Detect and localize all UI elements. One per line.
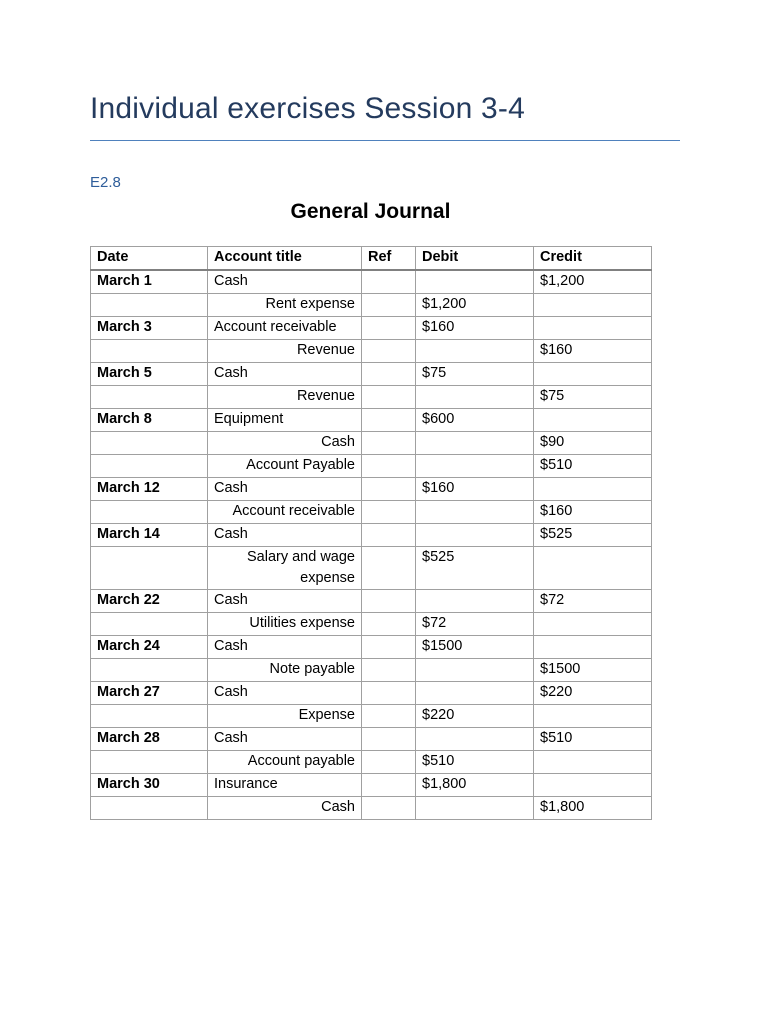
cell-ref [362,409,416,432]
cell-credit: $72 [534,590,652,613]
header-account-title: Account title [208,247,362,271]
cell-debit: $1,200 [416,294,534,317]
cell-account-title: Expense [208,705,362,728]
cell-credit: $1,200 [534,270,652,294]
cell-account-title: Cash [208,478,362,501]
table-row [91,659,652,682]
cell-credit [534,636,652,659]
table-row [91,774,652,797]
cell-credit [534,705,652,728]
cell-credit: $220 [534,682,652,705]
table-row [91,340,652,363]
table-row [91,455,652,478]
table-row [91,636,652,659]
cell-debit [416,386,534,409]
journal-heading: General Journal [290,200,451,223]
cell-debit: $75 [416,363,534,386]
table-header-row [91,247,652,271]
table-row [91,547,652,590]
cell-debit [416,797,534,820]
cell-account-title: Cash [208,524,362,547]
cell-credit [534,478,652,501]
table-row [91,294,652,317]
table-row [91,705,652,728]
table-row [91,432,652,455]
cell-credit: $160 [534,340,652,363]
cell-ref [362,705,416,728]
table-row [91,751,652,774]
cell-debit [416,455,534,478]
cell-credit [534,547,652,590]
header-date: Date [91,247,208,271]
journal-body [91,270,652,820]
cell-account-title: Cash [208,682,362,705]
cell-debit [416,270,534,294]
cell-ref [362,501,416,524]
cell-date [91,294,208,317]
cell-ref [362,270,416,294]
cell-date: March 1 [91,270,208,294]
cell-ref [362,751,416,774]
cell-debit [416,501,534,524]
cell-credit: $75 [534,386,652,409]
title-divider [90,140,680,141]
cell-account-title: Utilities expense [208,613,362,636]
cell-debit: $72 [416,613,534,636]
cell-date: March 12 [91,478,208,501]
cell-credit: $160 [534,501,652,524]
cell-date [91,432,208,455]
cell-account-title: Cash [208,270,362,294]
cell-ref [362,340,416,363]
cell-ref [362,682,416,705]
document-title: Individual exercises Session 3-4 [90,92,525,125]
cell-date [91,340,208,363]
cell-date: March 5 [91,363,208,386]
table-row [91,270,652,294]
cell-ref [362,386,416,409]
cell-ref [362,728,416,751]
table-row [91,682,652,705]
cell-credit [534,409,652,432]
cell-ref [362,363,416,386]
cell-credit: $1,800 [534,797,652,820]
table-row [91,409,652,432]
cell-account-title: Cash [208,797,362,820]
cell-account-title: Equipment [208,409,362,432]
cell-debit: $600 [416,409,534,432]
cell-ref [362,613,416,636]
cell-date: March 27 [91,682,208,705]
header-debit: Debit [416,247,534,271]
cell-ref [362,317,416,340]
cell-date: March 22 [91,590,208,613]
cell-date: March 24 [91,636,208,659]
cell-ref [362,455,416,478]
table-row [91,524,652,547]
cell-debit [416,590,534,613]
cell-account-title: Revenue [208,386,362,409]
cell-credit [534,751,652,774]
header-credit: Credit [534,247,652,271]
cell-ref [362,590,416,613]
cell-debit [416,682,534,705]
cell-account-title: Cash [208,728,362,751]
header-ref: Ref [362,247,416,271]
cell-ref [362,478,416,501]
cell-account-title: Account receivable [208,317,362,340]
cell-date: March 14 [91,524,208,547]
cell-account-title: Cash [208,590,362,613]
cell-debit: $525 [416,547,534,590]
cell-ref [362,659,416,682]
cell-credit [534,294,652,317]
table-row [91,478,652,501]
general-journal-table [90,246,652,820]
cell-credit: $510 [534,455,652,478]
cell-account-title: Note payable [208,659,362,682]
cell-ref [362,636,416,659]
cell-date [91,797,208,820]
exercise-label: E2.8 [90,174,121,191]
cell-date [91,501,208,524]
cell-ref [362,797,416,820]
table-row [91,317,652,340]
cell-debit: $220 [416,705,534,728]
cell-credit [534,363,652,386]
cell-ref [362,432,416,455]
cell-debit [416,524,534,547]
cell-account-title: Revenue [208,340,362,363]
cell-date [91,705,208,728]
cell-debit [416,728,534,751]
cell-date [91,659,208,682]
cell-account-title: Account Payable [208,455,362,478]
cell-credit: $525 [534,524,652,547]
table-row [91,386,652,409]
cell-date [91,386,208,409]
cell-ref [362,774,416,797]
cell-account-title: Account receivable [208,501,362,524]
cell-date [91,751,208,774]
cell-credit [534,774,652,797]
cell-account-title: Cash [208,363,362,386]
cell-date: March 28 [91,728,208,751]
cell-credit [534,613,652,636]
cell-date [91,455,208,478]
cell-account-title: Cash [208,432,362,455]
cell-date: March 30 [91,774,208,797]
table-row [91,501,652,524]
cell-account-title: Cash [208,636,362,659]
cell-date [91,613,208,636]
cell-account-title: Account payable [208,751,362,774]
table-row [91,613,652,636]
cell-ref [362,294,416,317]
table-row [91,728,652,751]
cell-date: March 3 [91,317,208,340]
cell-account-title: Salary and wage expense [208,547,362,590]
cell-debit: $1,800 [416,774,534,797]
cell-debit: $160 [416,317,534,340]
table-row [91,797,652,820]
cell-date [91,547,208,590]
cell-ref [362,524,416,547]
cell-date: March 8 [91,409,208,432]
cell-debit [416,340,534,363]
cell-account-title: Rent expense [208,294,362,317]
cell-credit [534,317,652,340]
cell-credit: $1500 [534,659,652,682]
cell-debit [416,659,534,682]
cell-debit [416,432,534,455]
cell-ref [362,547,416,590]
cell-debit: $510 [416,751,534,774]
cell-credit: $510 [534,728,652,751]
cell-debit: $160 [416,478,534,501]
cell-credit: $90 [534,432,652,455]
cell-debit: $1500 [416,636,534,659]
table-row [91,590,652,613]
cell-account-title: Insurance [208,774,362,797]
table-row [91,363,652,386]
